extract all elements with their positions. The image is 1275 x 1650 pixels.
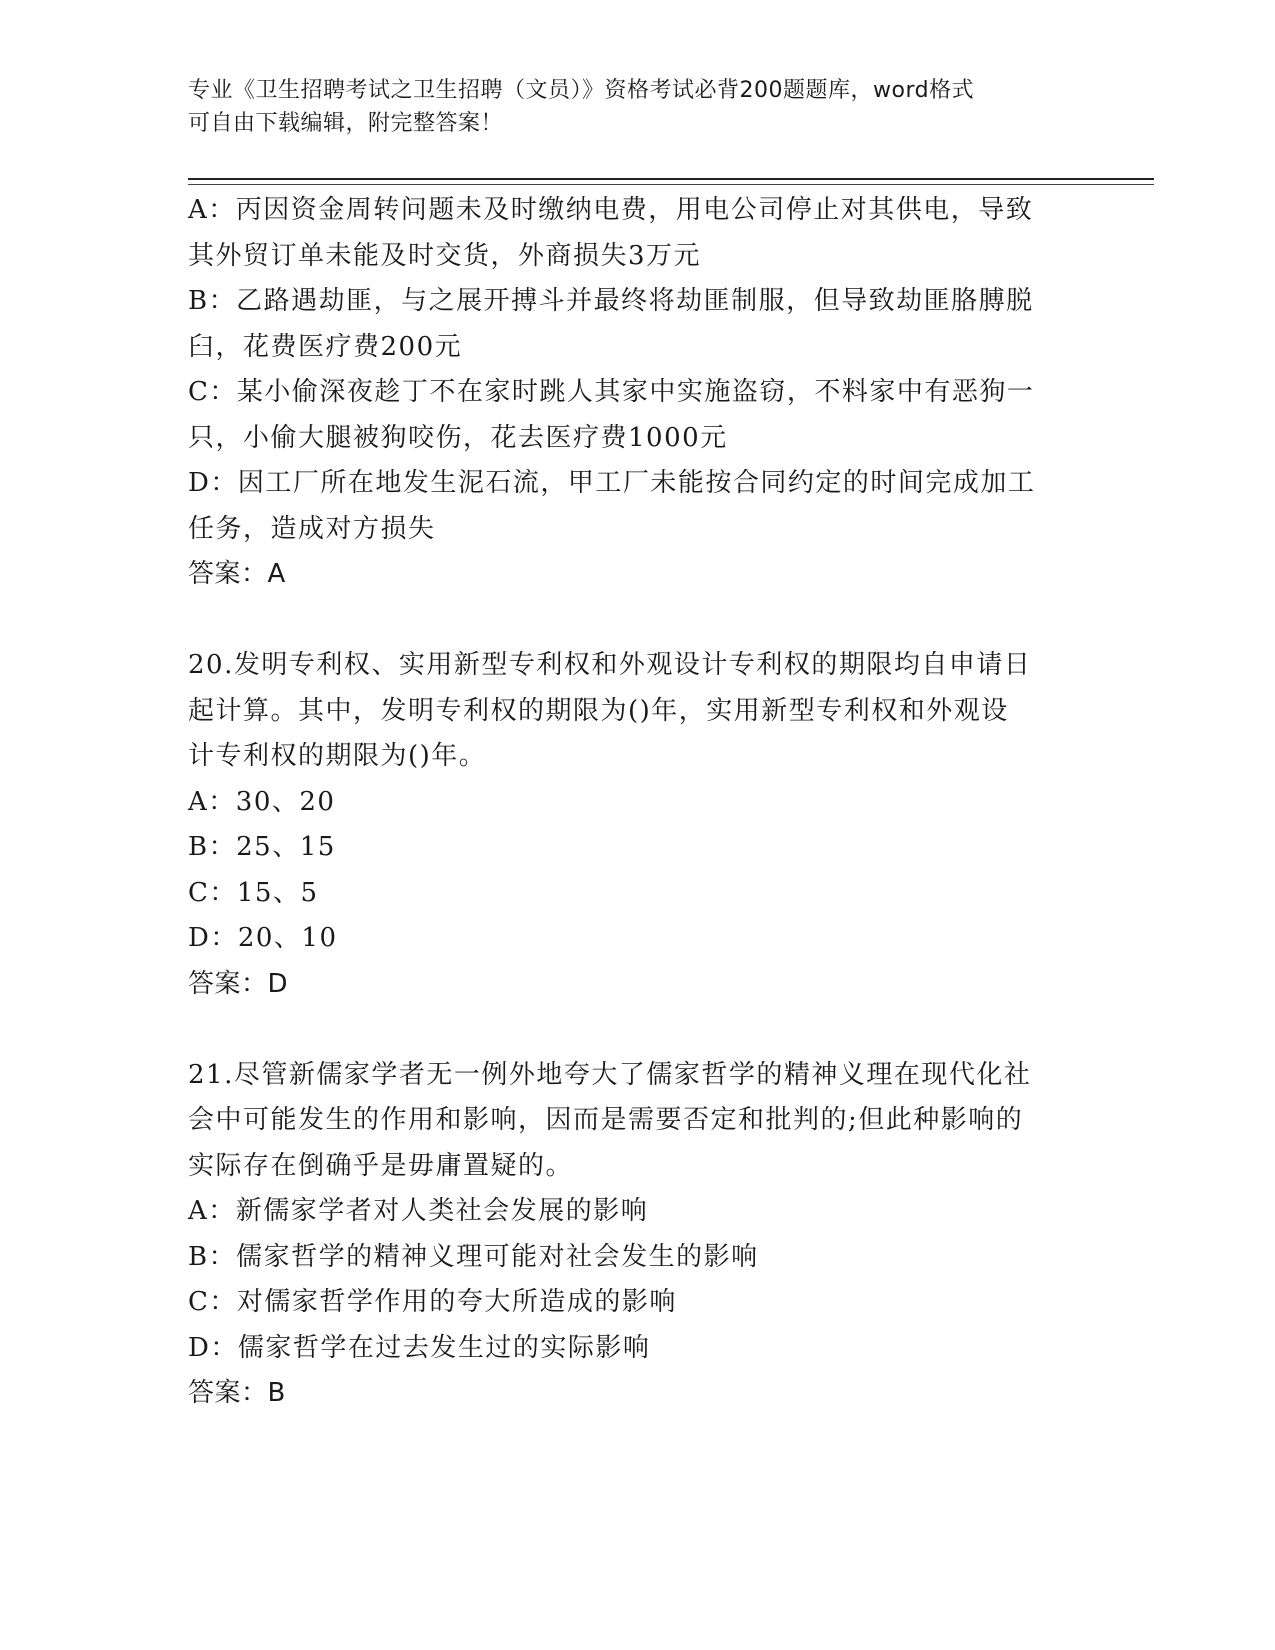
option-line: 臼，花费医疗费200元 xyxy=(188,331,463,362)
question-stem xyxy=(188,1053,1088,1190)
option-a: A：新儒家学者对人类社会发展的影响 xyxy=(188,1196,649,1226)
option-line: 任务，造成对方损失 xyxy=(188,513,436,544)
option-a: A：30、20 xyxy=(188,786,336,817)
option-c xyxy=(188,370,1088,461)
stem-line: 20.发明专利权、实用新型专利权和外观设计专利权的期限均自申请日 xyxy=(188,650,1032,680)
spacer xyxy=(188,1007,1088,1053)
option-line: B：乙路遇劫匪，与之展开搏斗并最终将劫匪制服，但导致劫匪胳膊脱 xyxy=(188,286,1034,316)
header-divider-thick xyxy=(188,178,1154,180)
question-20 xyxy=(188,643,1088,1007)
spacer xyxy=(188,598,1088,644)
option-c: C：对儒家哲学作用的夸大所造成的影响 xyxy=(188,1287,677,1317)
question-stem xyxy=(188,643,1088,780)
option-d: D：20、10 xyxy=(188,923,338,953)
answer-label: 答案：A xyxy=(188,559,286,589)
option-a xyxy=(188,188,1088,279)
question-21 xyxy=(188,1053,1088,1417)
option-line: C：某小偷深夜趁丁不在家时跳人其家中实施盗窃，不料家中有恶狗一 xyxy=(188,377,1035,407)
stem-line: 会中可能发生的作用和影响，因而是需要否定和批判的;但此种影响的 xyxy=(188,1105,1024,1135)
option-d xyxy=(188,461,1088,552)
option-line: D：因工厂所在地发生泥石流，甲工厂未能按合同约定的时间完成加工 xyxy=(188,468,1036,498)
header-divider-thin xyxy=(188,184,1154,185)
question-19 xyxy=(188,188,1088,598)
option-line: 只，小偷大腿被狗咬伤，花去医疗费1000元 xyxy=(188,422,728,453)
stem-line: 起计算。其中，发明专利权的期限为()年，实用新型专利权和外观设 xyxy=(188,695,1009,726)
option-b: B：儒家哲学的精神义理可能对社会发生的影响 xyxy=(188,1241,759,1272)
option-line: A：丙因资金周转问题未及时缴纳电费，用电公司停止对其供电，导致 xyxy=(188,195,1034,225)
document-header xyxy=(188,74,1068,140)
header-title-line-2: 可自由下载编辑，附完整答案！ xyxy=(188,111,504,136)
question-content xyxy=(188,188,1088,1417)
stem-line: 21.尽管新儒家学者无一例外地夸大了儒家哲学的精神义理在现代化社 xyxy=(188,1059,1032,1090)
stem-line: 计专利权的期限为()年。 xyxy=(188,741,487,771)
answer-label: 答案：B xyxy=(188,1378,286,1408)
option-b xyxy=(188,279,1088,370)
option-d: D：儒家哲学在过去发生过的实际影响 xyxy=(188,1332,651,1363)
header-title-line-1: 专业《卫生招聘考试之卫生招聘（文员）》资格考试必背200题题库，word格式 xyxy=(188,78,975,103)
option-line: 其外贸订单未能及时交货，外商损失3万元 xyxy=(188,240,702,271)
option-c: C：15、5 xyxy=(188,877,319,908)
answer-label: 答案：D xyxy=(188,968,289,999)
option-b: B：25、15 xyxy=(188,832,336,862)
stem-line: 实际存在倒确乎是毋庸置疑的。 xyxy=(188,1150,574,1181)
